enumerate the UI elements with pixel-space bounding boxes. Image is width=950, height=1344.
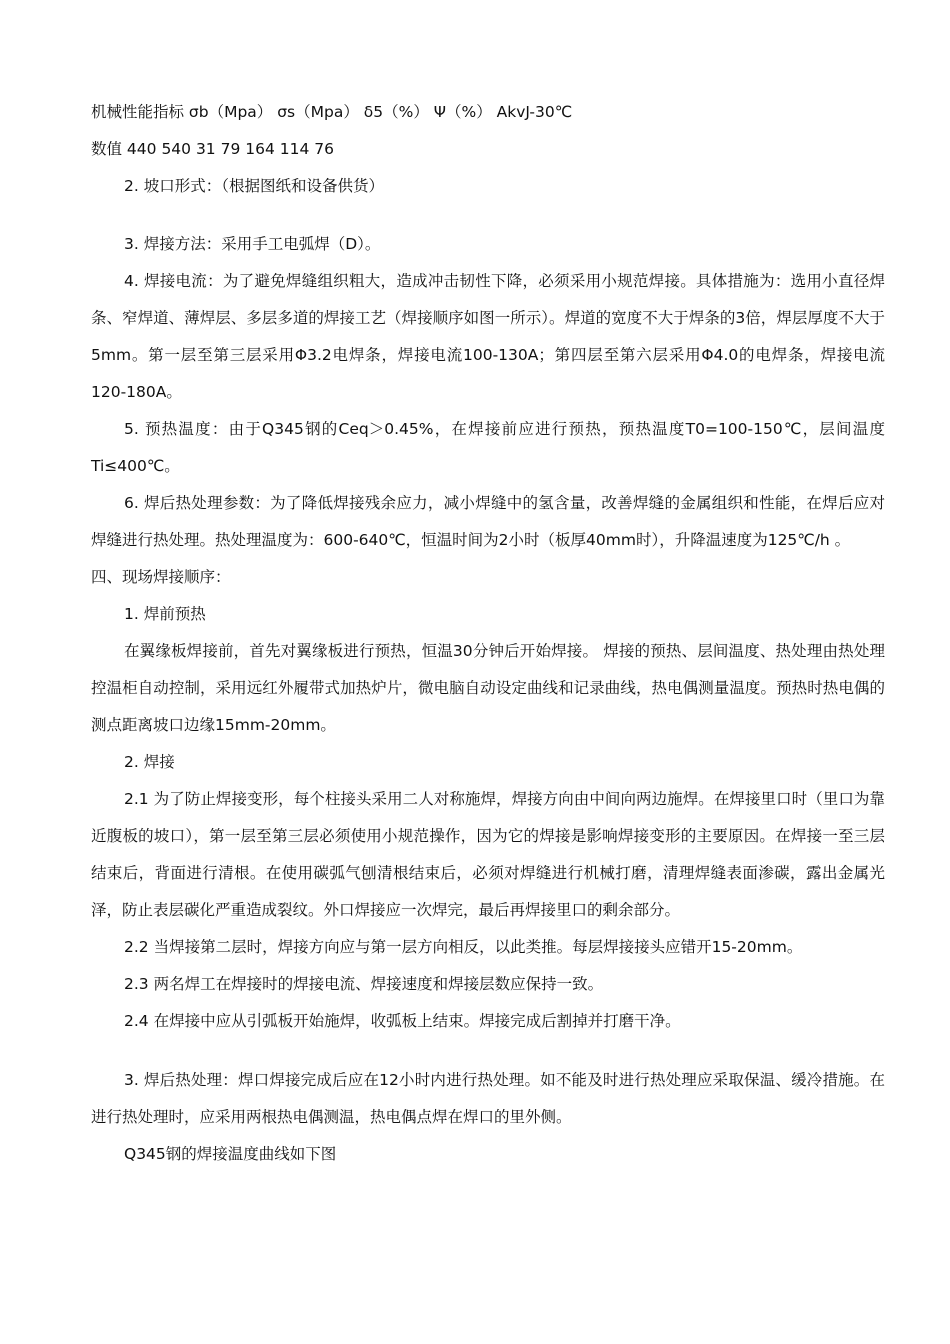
section-heading-onsite-welding-sequence: 四、现场焊接顺序： bbox=[91, 568, 231, 586]
subsection-post-weld-heat-treatment: 3. 焊后热处理：焊口焊接完成后应在12小时内进行热处理。如不能及时进行热处理应采取保温、缓冷措施。在进行热处理时，应采用两根热电偶测温，热电偶点焊在焊口的里外侧。 bbox=[91, 1071, 885, 1126]
subsection-preheat-body: 在翼缘板焊接前，首先对翼缘板进行预热，恒温30分钟后开始焊接。 焊接的预热、层间温度、热处理由热处理控温柜自动控制，采用远红外履带式加热炉片，微电脑自动设定曲线和记录曲线，热电偶测量温度。预热时热电偶的测点距离坡口边缘15mm-20mm。 bbox=[91, 642, 885, 734]
document-page bbox=[91, 94, 885, 1173]
item-groove-form: 2. 坡口形式：（根据图纸和设备供货） bbox=[124, 177, 384, 195]
spacer bbox=[91, 1040, 885, 1062]
item-preheat-temperature: 5. 预热温度：由于Q345钢的Ceq＞0.45%，在焊接前应进行预热，预热温度T0=100-150℃，层间温度Ti≤400℃。 bbox=[91, 420, 885, 475]
item-post-weld-heat-treatment: 6. 焊后热处理参数：为了降低焊接残余应力，减小焊缝中的氢含量，改善焊缝的金属组织和性能，在焊后应对焊缝进行热处理。热处理温度为：600-640℃，恒温时间为2小时（板厚40mm时），升降温速度为125℃/h 。 bbox=[91, 494, 885, 549]
clause-2-1: 2.1 为了防止焊接变形，每个柱接头采用二人对称施焊，焊接方向由中间向两边施焊。在焊接里口时（里口为靠近腹板的坡口），第一层至第三层必须使用小规范操作，因为它的焊接是影响焊接变形的主要原因。在焊接一至三层结束后，背面进行清根。在使用碳弧气刨清根结束后，必须对焊缝进行机械打磨，清理焊缝表面渗碳，露出金属光泽，防止表层碳化严重造成裂纹。外口焊接应一次焊完，最后再焊接里口的剩余部分。 bbox=[91, 790, 885, 919]
item-welding-current: 4. 焊接电流：为了避免焊缝组织粗大，造成冲击韧性下降，必须采用小规范焊接。具体措施为：选用小直径焊条、窄焊道、薄焊层、多层多道的焊接工艺（焊接顺序如图一所示）。焊道的宽度不大于焊条的3倍，焊层厚度不大于5mm。第一层至第三层采用Φ3.2电焊条，焊接电流100-130A；第四层至第六层采用Φ4.0的电焊条，焊接电流120-180A。 bbox=[91, 272, 885, 401]
clause-2-4: 2.4 在焊接中应从引弧板开始施焊，收弧板上结束。焊接完成后割掉并打磨干净。 bbox=[124, 1012, 681, 1030]
mechanical-properties-header: 机械性能指标 σb（Mpa） σs（Mpa） δ5（%） Ψ（%） AkvJ-30℃ bbox=[91, 103, 573, 121]
mechanical-properties-values: 数值 440 540 31 79 164 114 76 bbox=[91, 140, 334, 158]
spacer bbox=[91, 205, 885, 226]
subsection-preheat-title: 1. 焊前预热 bbox=[124, 605, 206, 623]
item-welding-method: 3. 焊接方法：采用手工电弧焊（D）。 bbox=[124, 235, 381, 253]
subsection-welding-title: 2. 焊接 bbox=[124, 753, 175, 771]
clause-2-3: 2.3 两名焊工在焊接时的焊接电流、焊接速度和焊接层数应保持一致。 bbox=[124, 975, 604, 993]
clause-2-2: 2.2 当焊接第二层时，焊接方向应与第一层方向相反，以此类推。每层焊接接头应错开15-20mm。 bbox=[124, 938, 803, 956]
temperature-curve-caption: Q345钢的焊接温度曲线如下图 bbox=[124, 1145, 337, 1163]
